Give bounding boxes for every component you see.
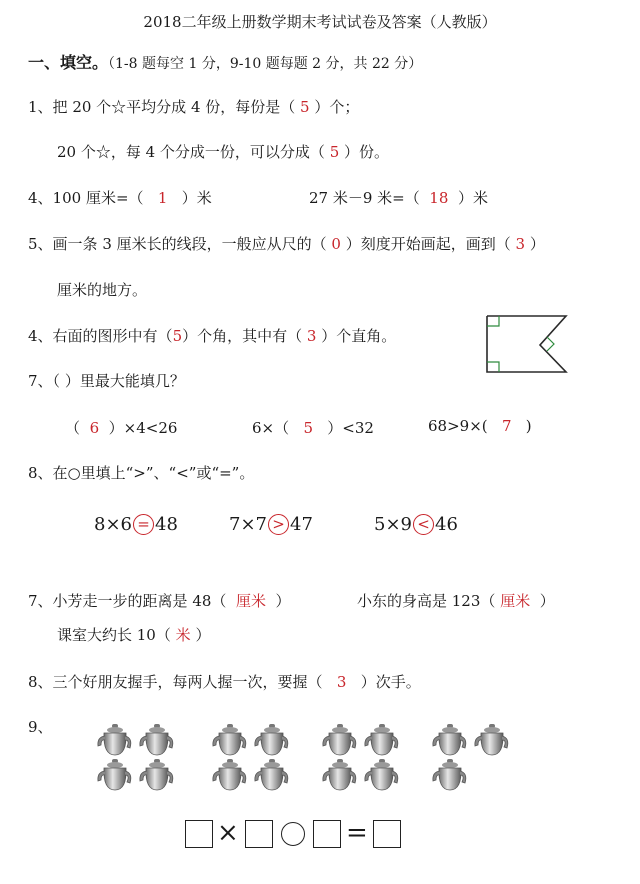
q4-units-b <box>309 187 488 208</box>
answer: 5 <box>329 143 340 161</box>
compare-circle: > <box>268 514 289 535</box>
section-title: 一、填空。 <box>28 53 109 72</box>
q1-text-a-end: ）个； <box>314 98 360 116</box>
q4-angles <box>28 325 396 346</box>
q4b-text: 右面的图形中有（ <box>52 327 173 345</box>
q4-text-b-end: ）米 <box>457 189 488 207</box>
q1-text-b: 20 个☆，每 4 个分成一份，可以分成（ <box>57 143 325 161</box>
answer: 7 <box>501 417 512 435</box>
compare-left: 7×7 <box>229 514 267 535</box>
answer: 3 <box>515 235 526 253</box>
teapot-icon <box>362 757 402 793</box>
answer: 3 <box>336 673 347 691</box>
q4-text-b: 27 米－9 米=（ <box>309 189 420 207</box>
answer-box[interactable] <box>245 820 273 848</box>
question-number: 7、 <box>28 592 53 610</box>
q7b-text-a-end: ） <box>275 592 291 610</box>
teapot-icon <box>472 722 512 758</box>
teapot-icon <box>210 722 250 758</box>
q5-text: 画一条 3 厘米长的线段，一般应从尺的（ <box>52 235 327 253</box>
answer: 6 <box>89 419 100 437</box>
q4-text-a-end: ）米 <box>181 189 212 207</box>
question-number: 7、 <box>28 372 53 390</box>
answer-box[interactable] <box>373 820 401 848</box>
question-number: 4、 <box>28 189 53 207</box>
teapot-icon <box>95 757 135 793</box>
q4b-text-end: ）个直角。 <box>321 327 397 345</box>
q4-text-a: 100 厘米=（ <box>52 189 144 207</box>
q1-text-b-end: ）份。 <box>344 143 390 161</box>
q7-expr-1 <box>65 417 177 438</box>
section-note: （1-8 题每空 1 分，9-10 题每题 2 分，共 22 分） <box>108 56 423 72</box>
answer: 3 <box>306 327 317 345</box>
q5-text-end: ） <box>529 235 545 253</box>
q7-expr-2-pre: 6×（ <box>252 419 290 437</box>
q9-number: 9、 <box>28 718 53 736</box>
teapot-icon <box>320 722 360 758</box>
section-heading <box>28 50 422 73</box>
q5-line1 <box>28 233 545 254</box>
answer: 米 <box>175 626 191 644</box>
q4-units-a <box>28 187 212 208</box>
compare-1 <box>94 514 178 535</box>
question-number: 8、 <box>28 673 53 691</box>
q7b-text-c: 课室大约长 10（ <box>57 626 171 644</box>
q4b-text-mid: ）个角，其中有（ <box>182 327 303 345</box>
question-number: 4、 <box>28 327 53 345</box>
q7-line1 <box>28 370 185 391</box>
teapot-icon <box>210 757 250 793</box>
teapot-icon <box>137 757 177 793</box>
q7b-line1b <box>357 590 555 611</box>
q5-text-mid: ）刻度开始画起，画到（ <box>345 235 511 253</box>
compare-right: 47 <box>290 514 313 535</box>
compare-left: 5×9 <box>374 514 412 535</box>
compare-2 <box>229 514 313 535</box>
q1-text-a: 把 20 个☆平均分成 4 份，每份是（ <box>52 98 296 116</box>
q7-expr-3-pre: 68>9×( <box>428 417 488 435</box>
answer: 1 <box>157 189 168 207</box>
q7b-line1a <box>28 590 291 611</box>
q5-line2: 厘米的地方。 <box>57 281 148 299</box>
compare-circle: < <box>413 514 434 535</box>
answer: 厘米 <box>235 592 266 610</box>
q1-line1 <box>28 96 359 117</box>
answer: 5 <box>300 98 310 116</box>
question-number: 5、 <box>28 235 53 253</box>
q7-text: （ ）里最大能填几？ <box>52 372 185 390</box>
q7-expr-2 <box>252 417 374 438</box>
q7b-line2 <box>57 624 210 645</box>
q8-line1 <box>28 462 254 483</box>
teapot-icon <box>430 757 470 793</box>
compare-circle: = <box>133 514 154 535</box>
teapot-icon <box>252 722 292 758</box>
q8b-text: 三个好朋友握手，每两人握一次，要握（ <box>52 673 323 691</box>
q7b-text-b-end: ） <box>539 592 555 610</box>
equals-sign: = <box>346 818 368 848</box>
teapot-icon <box>95 722 135 758</box>
compare-3 <box>374 514 458 535</box>
q7b-text-c-end: ） <box>195 626 211 644</box>
page-title: 2018二年级上册数学期末考试试卷及答案（人教版） <box>143 13 497 31</box>
question-number: 1、 <box>28 98 53 116</box>
answer: 5 <box>303 419 313 437</box>
q7-expr-2-post: ）<32 <box>327 419 374 437</box>
q8b-line <box>28 671 421 692</box>
teapot-icon <box>252 757 292 793</box>
compare-right: 46 <box>435 514 458 535</box>
compare-left: 8×6 <box>94 514 132 535</box>
teapot-icon <box>362 722 402 758</box>
q7-expr-3 <box>428 417 532 435</box>
q8-text: 在○里填上“>”、“<”或“=”。 <box>52 464 255 482</box>
q8b-text-end: ）次手。 <box>360 673 421 691</box>
answer: 厘米 <box>500 592 531 610</box>
compare-circle[interactable] <box>281 822 305 846</box>
angle-figure <box>482 312 574 376</box>
q7-expr-1-pre: （ <box>65 419 81 437</box>
teapot-icon <box>320 757 360 793</box>
answer-box[interactable] <box>313 820 341 848</box>
answer-box[interactable] <box>185 820 213 848</box>
compare-right: 48 <box>155 514 178 535</box>
q7b-text-b: 小东的身高是 123（ <box>357 592 496 610</box>
q7-expr-3-post: ) <box>525 417 532 435</box>
answer: 18 <box>429 189 449 207</box>
answer: 0 <box>331 235 341 253</box>
question-number: 8、 <box>28 464 53 482</box>
answer: 5 <box>172 327 183 345</box>
q1-line2 <box>57 141 389 162</box>
teapot-icon <box>137 722 177 758</box>
q7-expr-1-post: ）×4<26 <box>108 419 178 437</box>
times-sign: × <box>217 818 239 848</box>
q7b-text-a: 小芳走一步的距离是 48（ <box>52 592 227 610</box>
teapot-icon <box>430 722 470 758</box>
